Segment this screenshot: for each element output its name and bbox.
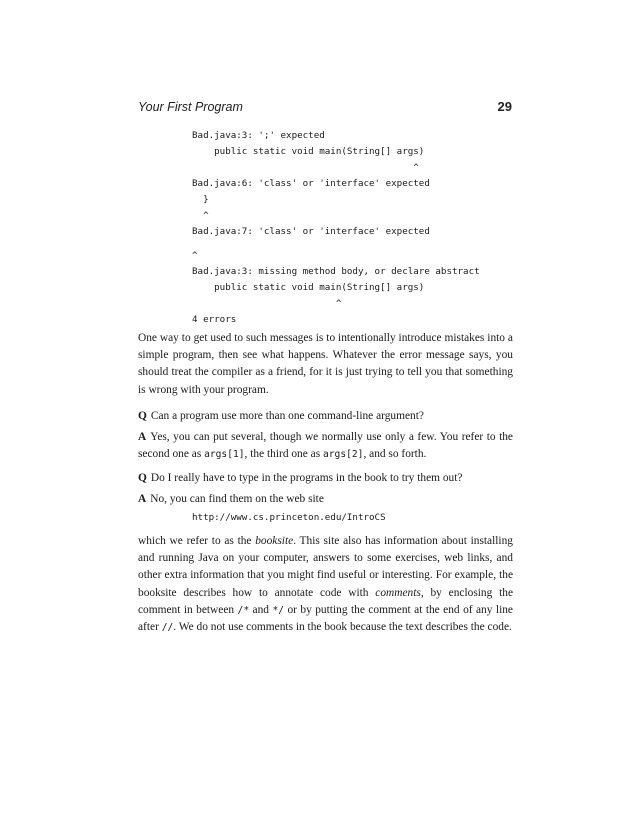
term-comments: comments xyxy=(375,586,421,599)
paragraph-booksite xyxy=(138,533,513,636)
answer-text: , the third one as xyxy=(244,448,323,461)
code-line: Bad.java:3: missing method body, or declare abstract xyxy=(192,266,480,277)
chapter-title: Your First Program xyxy=(138,100,243,114)
question-text: Do I really have to type in the programs in the book to try them out? xyxy=(150,472,463,484)
code-line: ^ xyxy=(192,162,419,173)
code-line: ^ xyxy=(192,298,342,309)
code-line: ^ xyxy=(192,250,198,261)
inline-code: */ xyxy=(272,604,285,616)
question-text: Can a program use more than one command-line argument? xyxy=(150,410,424,422)
question-label: Q xyxy=(138,472,147,484)
term-booksite: booksite xyxy=(255,535,294,547)
code-line: public static void main(String[] args) xyxy=(192,282,425,293)
question-1 xyxy=(138,408,513,425)
code-line: Bad.java:7: 'class' or 'interface' expected xyxy=(192,226,430,237)
text-run: or by putting the comment at the end of any line after xyxy=(138,603,513,634)
inline-code: // xyxy=(161,622,174,634)
text-run: , by enclosing the comment in between xyxy=(138,586,513,616)
paragraph-error-messages: One way to get used to such messages is to intentionally introduce mistakes into a simple program, then see what happens. Whatever the error message says, you should treat the compiler as a friend, for it is just trying to tell you that something is wrong with your program. xyxy=(138,332,513,396)
text-run: and xyxy=(249,603,273,616)
booksite-url: http://www.cs.princeton.edu/IntroCS xyxy=(192,512,386,523)
question-2 xyxy=(138,470,513,487)
inline-code: /* xyxy=(237,604,250,616)
text-run: which we refer to as the xyxy=(138,535,256,547)
inline-code: args[2] xyxy=(323,449,364,461)
text-run: . This site also has information about installing and running Java on your computer, answers to some exercises, web links, and other extra information that you might find useful or interesting. For example, the booksite describes how to annotate code with xyxy=(138,535,513,599)
code-line: } xyxy=(192,194,209,205)
code-line-blank xyxy=(192,240,492,248)
answer-2 xyxy=(138,491,513,508)
answer-label: A xyxy=(138,493,147,505)
code-line: Bad.java:6: 'class' or 'interface' expected xyxy=(192,178,430,189)
code-line: Bad.java:3: ';' expected xyxy=(192,130,325,141)
answer-text: No, you can find them on the web site xyxy=(150,493,324,505)
answer-text: , and so forth. xyxy=(363,448,427,461)
compiler-output-block xyxy=(192,128,492,328)
code-line: public static void main(String[] args) xyxy=(192,146,425,157)
answer-text: Yes, you can put several, though we normally use only a few. You refer to the second one as xyxy=(138,431,513,461)
page-number: 29 xyxy=(497,99,512,114)
text-run: . We do not use comments in the book because the text describes the code. xyxy=(173,621,512,634)
answer-1 xyxy=(138,429,513,463)
code-line: 4 errors xyxy=(192,314,237,325)
inline-code: args[1] xyxy=(204,449,245,461)
answer-label: A xyxy=(138,431,147,443)
question-label: Q xyxy=(138,410,147,422)
code-line: ^ xyxy=(192,210,209,221)
